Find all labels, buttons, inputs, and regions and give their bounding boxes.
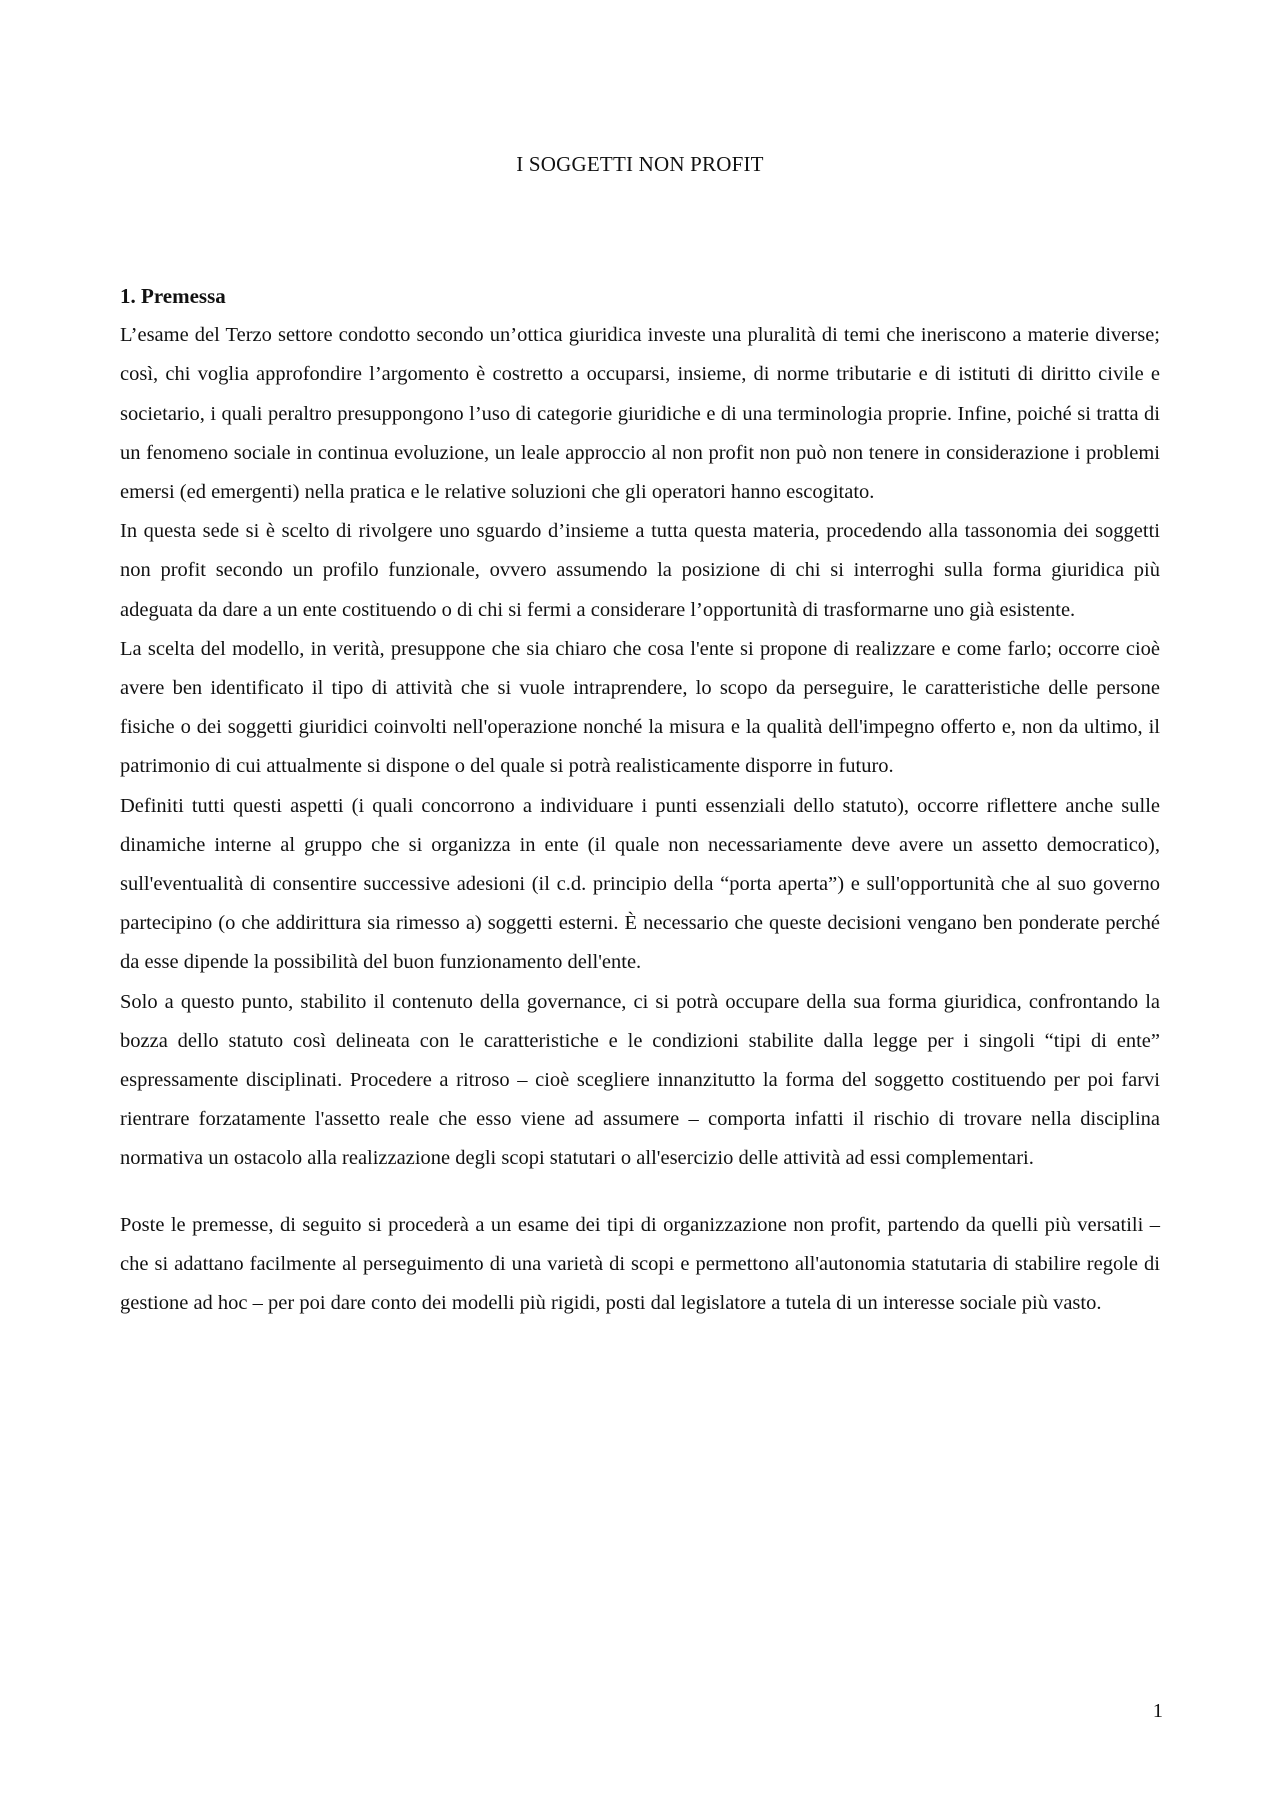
document-body bbox=[120, 277, 1160, 1323]
paragraph-6: Poste le premesse, di seguito si procederà a un esame dei tipi di organizzazione non profit, partendo da quelli più versatili – che si adattano facilmente al perseguimento di una varietà di scopi e permettono all'autonomia statutaria di stabilire regole di gestione ad hoc – per poi dare conto dei modelli più rigidi, posti dal legislatore a tutela di un interesse sociale più vasto. bbox=[120, 1213, 1160, 1315]
paragraph-5: Solo a questo punto, stabilito il contenuto della governance, ci si potrà occupare della sua forma giuridica, confrontando la bozza dello statuto così delineata con le caratteristiche e le condizioni stabilite dalla legge per i singoli “tipi di ente” espressamente disciplinati. Procedere a ritroso – cioè scegliere innanzitutto la forma del soggetto costituendo per poi farvi rientrare forzatamente l'assetto reale che esso viene ad assumere – comporta infatti il rischio di trovare nella disciplina normativa un ostacolo alla realizzazione degli scopi statutari o all'esercizio delle attività ad essi complementari. bbox=[120, 990, 1160, 1170]
paragraph-1: L’esame del Terzo settore condotto secondo un’ottica giuridica investe una pluralità di temi che ineriscono a materie diverse; così, chi voglia approfondire l’argomento è costretto a occuparsi, insieme, di norme tributarie e di istituti di diritto civile e societario, i quali peraltro presuppongono l’uso di categorie giuridiche e di una terminologia proprie. Infine, poiché si tratta di un fenomeno sociale in continua evoluzione, un leale approccio al non profit non può non tenere in considerazione i problemi emersi (ed emergenti) nella pratica e le relative soluzioni che gli operatori hanno escogitato. bbox=[120, 324, 1160, 504]
section-heading: 1. Premessa bbox=[120, 284, 226, 308]
page-number: 1 bbox=[1152, 1700, 1163, 1722]
paragraph-4: Definiti tutti questi aspetti (i quali concorrono a individuare i punti essenziali dello statuto), occorre riflettere anche sulle dinamiche interne al gruppo che si organizza in ente (il quale non necessariamente deve avere un assetto democratico), sull'eventualità di consentire successive adesioni (il c.d. principio della “porta aperta”) e sull'opportunità che al suo governo partecipino (o che addirittura sia rimesso a) soggetti esterni. È necessario che queste decisioni vengano ben ponderate perché da esse dipende la possibilità del buon funzionamento dell'ente. bbox=[120, 794, 1160, 974]
document-title: I SOGGETTI NON PROFIT bbox=[516, 152, 764, 176]
paragraph-3: La scelta del modello, in verità, presuppone che sia chiaro che cosa l'ente si propone di realizzare e come farlo; occorre cioè avere ben identificato il tipo di attività che si vuole intraprendere, lo scopo da perseguire, le caratteristiche delle persone fisiche o dei soggetti giuridici coinvolti nell'operazione nonché la misura e la qualità dell'impegno offerto e, non da ultimo, il patrimonio di cui attualmente si dispone o del quale si potrà realisticamente disporre in futuro. bbox=[120, 637, 1160, 778]
paragraph-2: In questa sede si è scelto di rivolgere uno sguardo d’insieme a tutta questa materia, procedendo alla tassonomia dei soggetti non profit secondo un profilo funzionale, ovvero assumendo la posizione di chi si interroghi sulla forma giuridica più adeguata da dare a un ente costituendo o di chi si fermi a considerare l’opportunità di trasformarne uno già esistente. bbox=[120, 520, 1160, 621]
